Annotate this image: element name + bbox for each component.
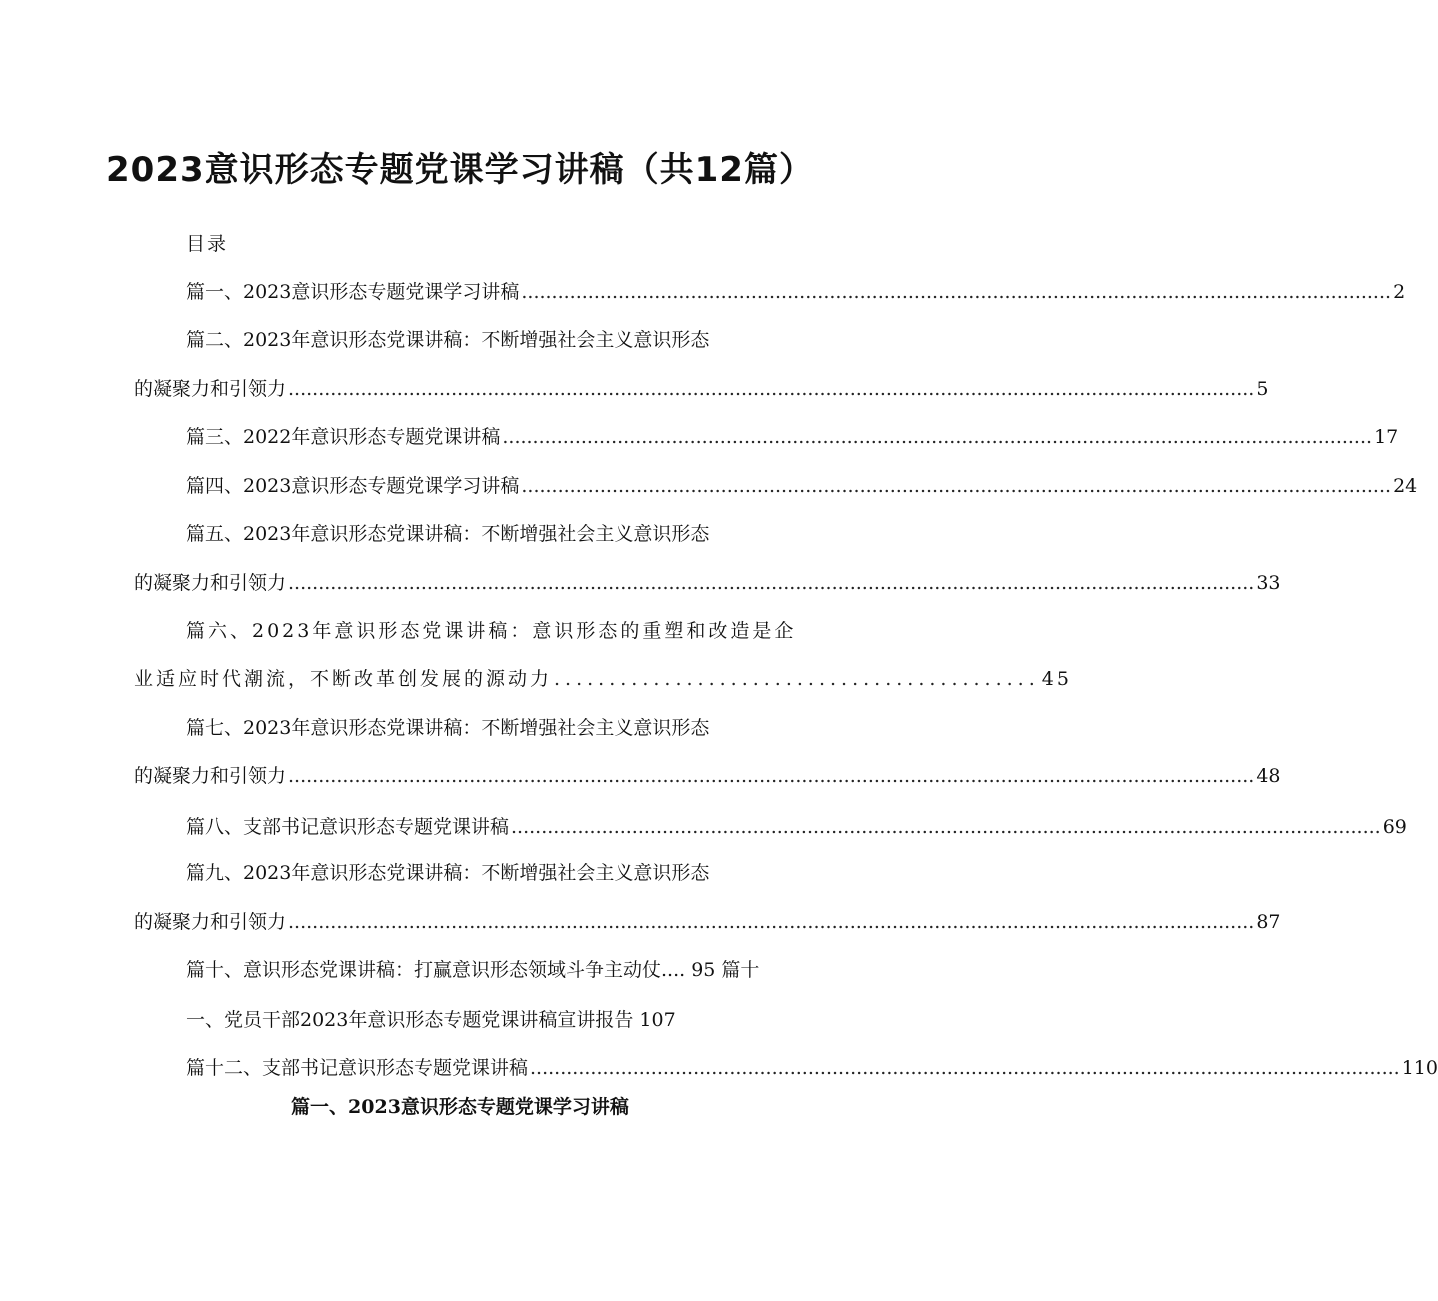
toc-entry: [134, 571, 1281, 595]
toc-page-number: 24: [1393, 475, 1418, 497]
dot-leader: ................................................................................................................................................................: [288, 765, 1255, 787]
toc-entry: [134, 910, 1281, 934]
toc-entry: [134, 764, 1281, 788]
toc-entry: [134, 377, 1269, 401]
dot-leader: ................................................................................................................................................: [521, 281, 1392, 303]
toc-entry: 一、党员干部2023年意识形态专题党课讲稿宣讲报告 107: [186, 1009, 676, 1031]
toc-entry: [186, 280, 1406, 304]
dot-leader: ................................................................................................................................................: [530, 1057, 1400, 1079]
toc-page-number: 110: [1401, 1057, 1438, 1079]
toc-page-number: 5: [1256, 378, 1269, 400]
toc-entry: 篇五、2023年意识形态党课讲稿：不断增强社会主义意识形态: [186, 523, 710, 545]
dot-leader: ................................................................................................................................................................: [288, 572, 1255, 594]
toc-page-number: 45: [1041, 668, 1072, 690]
toc-label: 目录: [186, 233, 229, 255]
toc-entry-text: 篇八、支部书记意识形态专题党课讲稿: [186, 816, 510, 838]
dot-leader: ................................................................................................................................................: [502, 426, 1373, 448]
section-heading: 篇一、2023意识形态专题党课学习讲稿: [291, 1096, 629, 1118]
toc-page-number: 48: [1256, 765, 1281, 787]
toc-page-number: 87: [1256, 911, 1281, 933]
toc-entry: 篇九、2023年意识形态党课讲稿：不断增强社会主义意识形态: [186, 862, 710, 884]
toc-entry-text: 篇三、2022年意识形态专题党课讲稿: [186, 426, 501, 448]
toc-entry: 篇七、2023年意识形态党课讲稿：不断增强社会主义意识形态: [186, 717, 710, 739]
toc-entry-text: 的凝聚力和引领力: [134, 765, 287, 787]
toc-entry: 篇六、2023年意识形态党课讲稿：意识形态的重塑和改造是企: [186, 620, 797, 642]
toc-entry-text: 的凝聚力和引领力: [134, 911, 287, 933]
toc-entry-text: 的凝聚力和引领力: [134, 378, 287, 400]
toc-entry: 篇二、2023年意识形态党课讲稿：不断增强社会主义意识形态: [186, 329, 710, 351]
toc-entry: [186, 1056, 1438, 1080]
toc-page-number: 2: [1393, 281, 1406, 303]
dot-leader: ................................................................................................................................................: [521, 475, 1392, 497]
toc-entry-text: 的凝聚力和引领力: [134, 572, 287, 594]
toc-entry-text: 篇一、2023意识形态专题党课学习讲稿: [186, 281, 520, 303]
toc-entry-text: 篇四、2023意识形态专题党课学习讲稿: [186, 475, 520, 497]
toc-entry-text: 篇十二、支部书记意识形态专题党课讲稿: [186, 1057, 529, 1079]
toc-page-number: 69: [1382, 816, 1407, 838]
toc-entry: 篇十、意识形态党课讲稿：打赢意识形态领域斗争主动仗.... 95 篇十: [186, 959, 760, 981]
document-title: 2023意识形态专题党课学习讲稿（共12篇）: [106, 150, 814, 190]
toc-entry: [186, 815, 1407, 839]
dot-leader: ................................................................................................................................................................: [288, 378, 1255, 400]
toc-entry: [186, 474, 1418, 498]
dot-leader: ............................................: [554, 668, 1040, 690]
toc-entry: [134, 667, 1072, 691]
toc-page-number: 17: [1374, 426, 1399, 448]
dot-leader: ................................................................................................................................................................: [288, 911, 1255, 933]
toc-entry: [186, 425, 1399, 449]
toc-page-number: 33: [1256, 572, 1281, 594]
toc-entry-text: 业适应时代潮流，不断改革创发展的源动力: [134, 668, 553, 690]
dot-leader: ................................................................................................................................................: [511, 816, 1381, 838]
